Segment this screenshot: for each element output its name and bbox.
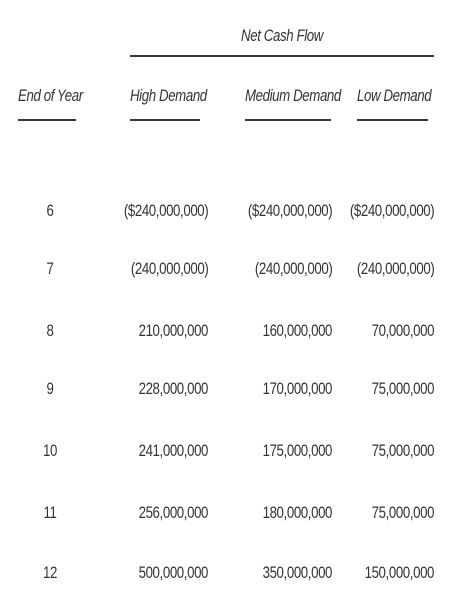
medium-demand-cell: (240,000,000) (254, 259, 332, 278)
year-cell: 7 (46, 259, 54, 278)
low-demand-cell: ($240,000,000) (349, 201, 434, 220)
low-demand-cell: (240,000,000) (356, 259, 434, 278)
low-demand-cell: 150,000,000 (364, 563, 434, 582)
group-header-rule (130, 55, 434, 57)
medium-demand-cell: 350,000,000 (262, 563, 332, 582)
low-demand-cell: 75,000,000 (371, 379, 434, 398)
high-demand-cell: 500,000,000 (138, 563, 208, 582)
column-header-end-of-year: End of Year (18, 86, 83, 105)
column-header-rule-low (357, 119, 428, 121)
column-header-medium-demand: Medium Demand (245, 86, 341, 105)
group-header-net-cash-flow: Net Cash Flow (241, 26, 323, 45)
year-cell: 9 (46, 379, 54, 398)
year-cell: 11 (43, 503, 57, 522)
column-header-rule-high (130, 119, 200, 121)
medium-demand-cell: 175,000,000 (262, 441, 332, 460)
medium-demand-cell: ($240,000,000) (247, 201, 332, 220)
high-demand-cell: (240,000,000) (130, 259, 208, 278)
year-cell: 10 (43, 441, 57, 460)
column-header-high-demand: High Demand (130, 86, 207, 105)
low-demand-cell: 75,000,000 (371, 503, 434, 522)
medium-demand-cell: 170,000,000 (262, 379, 332, 398)
medium-demand-cell: 180,000,000 (262, 503, 332, 522)
high-demand-cell: 210,000,000 (138, 321, 208, 340)
column-header-low-demand: Low Demand (357, 86, 432, 105)
low-demand-cell: 70,000,000 (371, 321, 434, 340)
high-demand-cell: 228,000,000 (138, 379, 208, 398)
year-cell: 12 (43, 563, 57, 582)
high-demand-cell: ($240,000,000) (123, 201, 208, 220)
medium-demand-cell: 160,000,000 (262, 321, 332, 340)
year-cell: 8 (46, 321, 54, 340)
high-demand-cell: 241,000,000 (138, 441, 208, 460)
high-demand-cell: 256,000,000 (138, 503, 208, 522)
column-header-rule-medium (245, 119, 331, 121)
year-cell: 6 (46, 201, 54, 220)
column-header-rule-year (18, 119, 76, 121)
low-demand-cell: 75,000,000 (371, 441, 434, 460)
